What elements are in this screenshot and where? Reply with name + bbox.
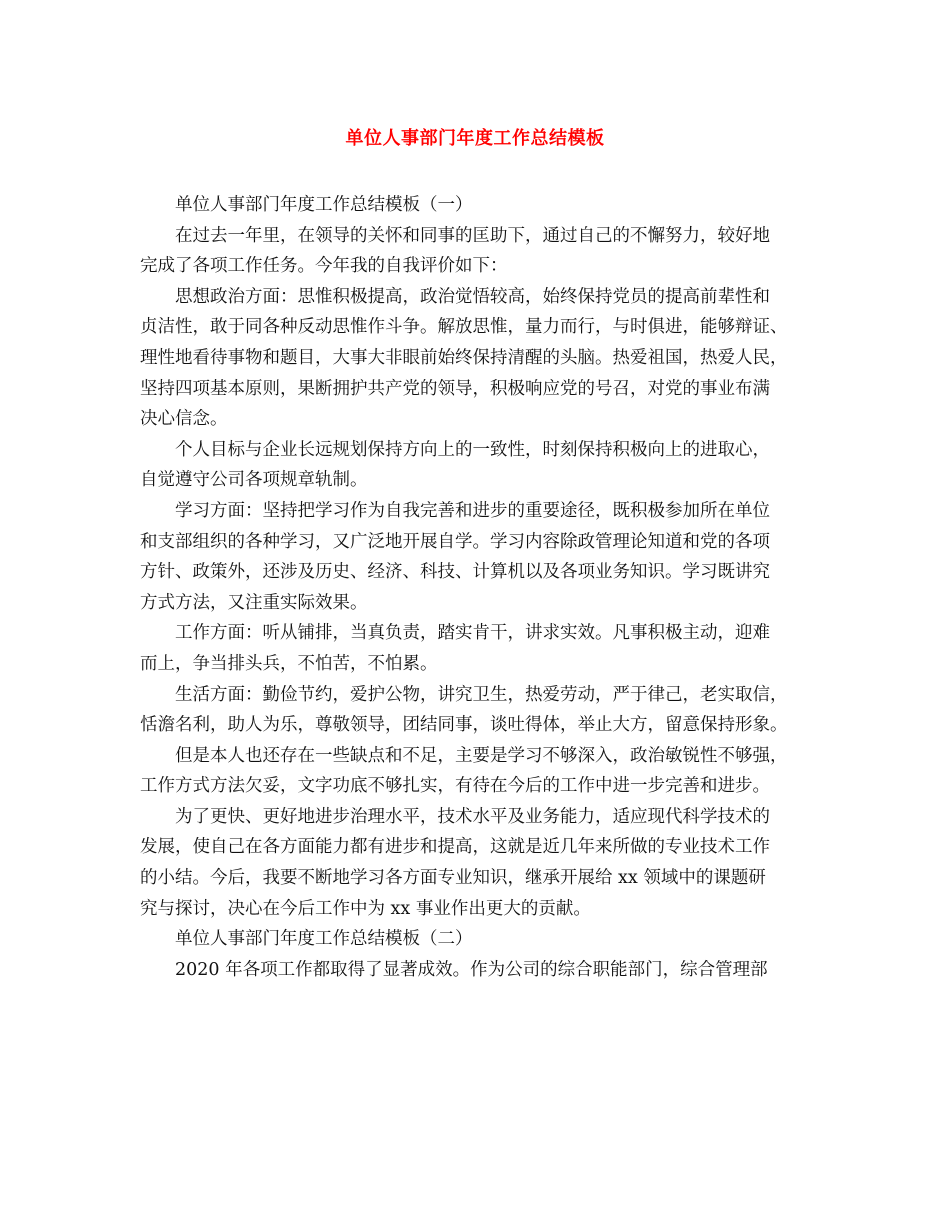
document-title: 单位人事部门年度工作总结模板 — [345, 128, 605, 149]
paragraph: 为了更快、更好地进步治理水平，技术水平及业务能力，适应现代科学技术的 发展，使自己在各方面能力都有进步和提高，这就是近几年来所做的专业技术工作 的小结。今后，我要不断地学习各方面专业知识，继承开展给 xx 领域中的课题研 究与探讨，决心在今后工作中为 xx 事业作出更大的贡献。 — [140, 806, 770, 919]
paragraph: 工作方面：听从铺排，当真负责，踏实肯干，讲求实效。凡事积极主动，迎难 而上，争当排头兵，不怕苦，不怕累。 — [140, 623, 770, 674]
paragraph: 生活方面：勤俭节约，爱护公物，讲究卫生，热爱劳动，严于律己，老实取信， 恬澹名利，助人为乐，尊敬领导，团结同事，谈吐得体，举止大方，留意保持形象。 — [140, 684, 788, 736]
paragraph: 在过去一年里，在领导的关怀和同事的匡助下，通过自己的不懈努力，较好地 完成了各项工作任务。今年我的自我评价如下： — [140, 225, 770, 277]
paragraph: 学习方面：坚持把学习作为自我完善和进步的重要途径，既积极参加所在单位 和支部组织的各种学习，又广泛地开展自学。学习内容除政管理论知道和党的各项 方针、政策外，还涉及历史、经济、科技、计算机以及各项业务知识。学习既讲究 方式方法，又注重实际效果。 — [140, 500, 770, 613]
paragraph: 单位人事部门年度工作总结模板（二） — [175, 929, 473, 950]
document-body — [140, 190, 816, 985]
paragraph: 思想政治方面：思惟积极提高，政治觉悟较高，始终保持党员的提高前辈性和 贞洁性，敢于同各种反动思惟作斗争。解放思惟，量力而行，与时俱进，能够辩证、 理性地看待事物和题目，大事大非眼前始终保持清醒的头脑。热爱祖国，热爱人民， 坚持四项基本原则，果断拥护共产党的领导，积极响应党的号召，对党的事业布满 决心信念。 — [140, 286, 788, 430]
paragraph: 单位人事部门年度工作总结模板（一） — [175, 195, 473, 215]
paragraph: 个人目标与企业长远规划保持方向上的一致性，时刻保持积极向上的进取心， 自觉遵守公司各项规章轨制。 — [140, 439, 770, 491]
paragraph: 2020 年各项工作都取得了显著成效。作为公司的综合职能部门，综合管理部 — [175, 959, 768, 980]
paragraph: 但是本人也还存在一些缺点和不足，主要是学习不够深入，政治敏锐性不够强， 工作方式方法欠妥，文字功底不够扎实，有待在今后的工作中进一步完善和进步。 — [140, 745, 788, 797]
